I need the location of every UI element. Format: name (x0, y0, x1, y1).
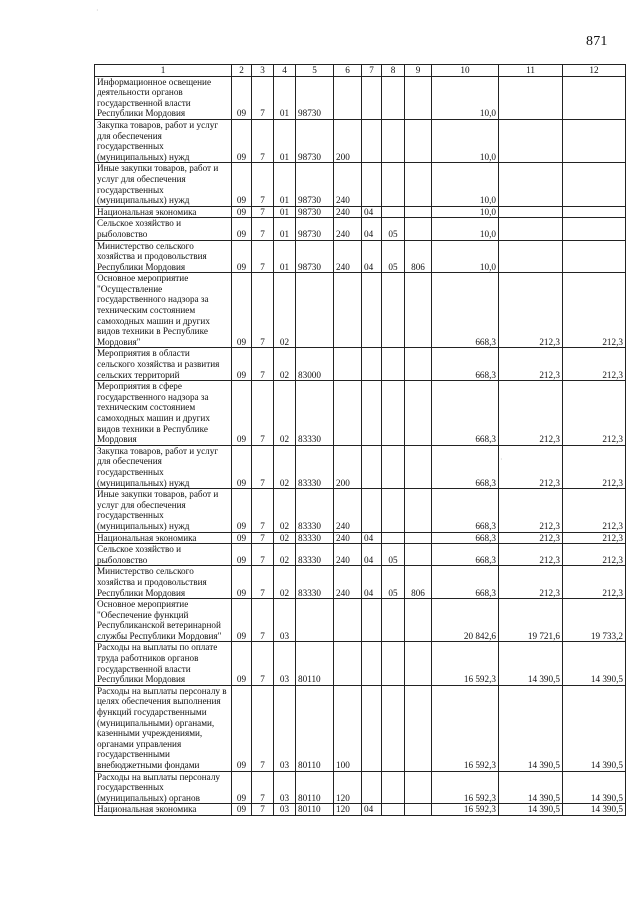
amount-cell: 668,3 (432, 489, 499, 532)
code-cell: 240 (334, 206, 362, 218)
code-cell: 05 (382, 544, 405, 566)
code-cell: 01 (274, 206, 296, 218)
amount-cell: 212,3 (563, 273, 626, 348)
code-cell: 83330 (296, 544, 334, 566)
code-cell: 01 (274, 119, 296, 162)
amount-cell: 16 592,3 (432, 804, 499, 816)
code-cell (405, 804, 432, 816)
code-cell: 7 (252, 771, 274, 804)
amount-cell: 212,3 (563, 532, 626, 544)
scan-speck: · (96, 6, 99, 15)
code-cell (362, 348, 382, 381)
code-cell (405, 381, 432, 446)
amount-cell (563, 163, 626, 206)
code-cell (382, 445, 405, 488)
code-cell (334, 76, 362, 119)
code-cell: 09 (232, 771, 252, 804)
code-cell (382, 599, 405, 642)
code-cell (382, 206, 405, 218)
item-name: Мероприятия в сфере государственного надзора за техническим состоянием самоходных машин и других видов техники в Республике Мордовия (95, 381, 232, 446)
column-header: 2 (232, 65, 252, 77)
amount-cell: 212,3 (563, 445, 626, 488)
column-header: 10 (432, 65, 499, 77)
code-cell (362, 642, 382, 685)
code-cell: 09 (232, 685, 252, 771)
amount-cell: 212,3 (563, 544, 626, 566)
code-cell: 98730 (296, 76, 334, 119)
amount-cell: 16 592,3 (432, 685, 499, 771)
code-cell: 98730 (296, 119, 334, 162)
column-header: 7 (362, 65, 382, 77)
amount-cell: 212,3 (499, 489, 563, 532)
amount-cell: 668,3 (432, 566, 499, 599)
code-cell: 7 (252, 381, 274, 446)
amount-cell: 14 390,5 (563, 804, 626, 816)
scan-speck: · (500, 455, 503, 464)
item-name: Национальная экономика (95, 804, 232, 816)
amount-cell (563, 218, 626, 240)
code-cell: 200 (334, 119, 362, 162)
table-row (95, 240, 626, 273)
item-name: Расходы на выплаты персоналу в целях обеспечения выполнения функций государственными (муниципальными) органами, казенными учреждениями, органами управления государственными внебюджетными фондами (95, 685, 232, 771)
code-cell (405, 163, 432, 206)
table-row (95, 218, 626, 240)
code-cell: 7 (252, 76, 274, 119)
code-cell (334, 642, 362, 685)
code-cell (405, 771, 432, 804)
code-cell: 04 (362, 804, 382, 816)
code-cell: 806 (405, 240, 432, 273)
column-header-row (95, 65, 626, 77)
code-cell (405, 544, 432, 566)
code-cell: 09 (232, 273, 252, 348)
code-cell (362, 273, 382, 348)
amount-cell: 668,3 (432, 273, 499, 348)
amount-cell (499, 119, 563, 162)
code-cell: 120 (334, 771, 362, 804)
code-cell: 09 (232, 381, 252, 446)
code-cell (362, 445, 382, 488)
item-name: Закупка товаров, работ и услуг для обеспечения государственных (муниципальных) нужд (95, 445, 232, 488)
code-cell (382, 76, 405, 119)
table-row (95, 532, 626, 544)
code-cell: 01 (274, 240, 296, 273)
item-name: Расходы на выплаты по оплате труда работников органов государственной власти Республики Мордовия (95, 642, 232, 685)
code-cell: 02 (274, 544, 296, 566)
code-cell: 09 (232, 599, 252, 642)
code-cell (362, 599, 382, 642)
code-cell: 09 (232, 163, 252, 206)
code-cell: 7 (252, 273, 274, 348)
code-cell (382, 273, 405, 348)
code-cell: 02 (274, 273, 296, 348)
amount-cell: 14 390,5 (563, 642, 626, 685)
code-cell (405, 532, 432, 544)
amount-cell (499, 240, 563, 273)
code-cell: 806 (405, 566, 432, 599)
code-cell (405, 489, 432, 532)
code-cell: 80110 (296, 642, 334, 685)
code-cell (405, 206, 432, 218)
table-row (95, 599, 626, 642)
code-cell: 02 (274, 381, 296, 446)
table-row (95, 163, 626, 206)
column-header: 11 (499, 65, 563, 77)
code-cell: 7 (252, 163, 274, 206)
amount-cell: 10,0 (432, 163, 499, 206)
amount-cell (499, 218, 563, 240)
item-name: Иные закупки товаров, работ и услуг для обеспечения государственных (муниципальных) нужд (95, 163, 232, 206)
table-row (95, 771, 626, 804)
item-name: Министерство сельского хозяйства и продовольствия Республики Мордовия (95, 240, 232, 273)
item-name: Основное мероприятие "Осуществление государственного надзора за техническим состоянием самоходных машин и других видов техники в Республике Мордовия" (95, 273, 232, 348)
code-cell: 7 (252, 532, 274, 544)
code-cell (296, 599, 334, 642)
column-header: 8 (382, 65, 405, 77)
code-cell: 02 (274, 489, 296, 532)
code-cell: 03 (274, 771, 296, 804)
item-name: Национальная экономика (95, 532, 232, 544)
code-cell: 02 (274, 566, 296, 599)
code-cell: 98730 (296, 240, 334, 273)
item-name: Министерство сельского хозяйства и продовольствия Республики Мордовия (95, 566, 232, 599)
code-cell: 01 (274, 76, 296, 119)
item-name: Сельское хозяйство и рыболовство (95, 218, 232, 240)
amount-cell: 212,3 (563, 348, 626, 381)
table-row (95, 119, 626, 162)
amount-cell: 10,0 (432, 240, 499, 273)
code-cell: 240 (334, 163, 362, 206)
amount-cell: 668,3 (432, 381, 499, 446)
code-cell: 04 (362, 218, 382, 240)
amount-cell: 212,3 (563, 566, 626, 599)
table-row (95, 76, 626, 119)
code-cell (362, 771, 382, 804)
item-name: Национальная экономика (95, 206, 232, 218)
code-cell: 7 (252, 685, 274, 771)
code-cell (362, 76, 382, 119)
code-cell: 7 (252, 489, 274, 532)
item-name: Мероприятия в области сельского хозяйства и развития сельских территорий (95, 348, 232, 381)
amount-cell: 212,3 (563, 381, 626, 446)
page-number: 871 (586, 34, 608, 49)
code-cell: 7 (252, 119, 274, 162)
code-cell: 80110 (296, 804, 334, 816)
amount-cell: 14 390,5 (563, 771, 626, 804)
code-cell: 09 (232, 76, 252, 119)
code-cell: 03 (274, 685, 296, 771)
column-header: 12 (563, 65, 626, 77)
code-cell: 09 (232, 348, 252, 381)
code-cell: 09 (232, 804, 252, 816)
code-cell (334, 599, 362, 642)
item-name: Основное мероприятие "Обеспечение функций Республиканской ветеринарной службы Республики Мордовия" (95, 599, 232, 642)
amount-cell: 10,0 (432, 218, 499, 240)
amount-cell: 10,0 (432, 76, 499, 119)
code-cell: 09 (232, 566, 252, 599)
amount-cell: 16 592,3 (432, 642, 499, 685)
amount-cell: 668,3 (432, 348, 499, 381)
table-row (95, 206, 626, 218)
table-row (95, 381, 626, 446)
code-cell (405, 76, 432, 119)
code-cell: 7 (252, 218, 274, 240)
amount-cell (499, 206, 563, 218)
code-cell: 83330 (296, 445, 334, 488)
column-header: 9 (405, 65, 432, 77)
amount-cell (563, 206, 626, 218)
column-header: 4 (274, 65, 296, 77)
code-cell (405, 218, 432, 240)
amount-cell (563, 240, 626, 273)
code-cell: 7 (252, 566, 274, 599)
code-cell (382, 348, 405, 381)
code-cell: 04 (362, 566, 382, 599)
table-row (95, 804, 626, 816)
code-cell (382, 119, 405, 162)
item-name: Иные закупки товаров, работ и услуг для обеспечения государственных (муниципальных) нужд (95, 489, 232, 532)
amount-cell: 19 733,2 (563, 599, 626, 642)
code-cell: 09 (232, 489, 252, 532)
code-cell: 7 (252, 240, 274, 273)
table-row (95, 273, 626, 348)
code-cell (382, 532, 405, 544)
code-cell: 83000 (296, 348, 334, 381)
code-cell (296, 273, 334, 348)
code-cell (334, 381, 362, 446)
code-cell (382, 685, 405, 771)
table-row (95, 544, 626, 566)
code-cell: 98730 (296, 206, 334, 218)
amount-cell: 668,3 (432, 544, 499, 566)
amount-cell: 668,3 (432, 532, 499, 544)
code-cell: 7 (252, 544, 274, 566)
code-cell (405, 348, 432, 381)
column-header: 6 (334, 65, 362, 77)
item-name: Сельское хозяйство и рыболовство (95, 544, 232, 566)
code-cell: 83330 (296, 489, 334, 532)
code-cell: 120 (334, 804, 362, 816)
amount-cell: 212,3 (499, 381, 563, 446)
code-cell: 05 (382, 218, 405, 240)
amount-cell: 10,0 (432, 119, 499, 162)
code-cell (405, 685, 432, 771)
amount-cell: 212,3 (499, 544, 563, 566)
code-cell: 240 (334, 532, 362, 544)
amount-cell (499, 163, 563, 206)
column-header: 1 (95, 65, 232, 77)
code-cell (382, 163, 405, 206)
code-cell: 240 (334, 489, 362, 532)
amount-cell: 16 592,3 (432, 771, 499, 804)
code-cell: 09 (232, 642, 252, 685)
code-cell (405, 642, 432, 685)
code-cell (362, 163, 382, 206)
code-cell (362, 685, 382, 771)
table-row (95, 642, 626, 685)
amount-cell: 14 390,5 (499, 685, 563, 771)
table-row (95, 489, 626, 532)
code-cell: 03 (274, 599, 296, 642)
amount-cell: 212,3 (499, 532, 563, 544)
amount-cell: 14 390,5 (563, 685, 626, 771)
code-cell (362, 489, 382, 532)
code-cell: 02 (274, 532, 296, 544)
amount-cell: 20 842,6 (432, 599, 499, 642)
code-cell: 04 (362, 240, 382, 273)
code-cell: 80110 (296, 685, 334, 771)
code-cell: 83330 (296, 532, 334, 544)
amount-cell: 14 390,5 (499, 771, 563, 804)
code-cell: 7 (252, 445, 274, 488)
code-cell: 7 (252, 348, 274, 381)
code-cell (382, 642, 405, 685)
code-cell: 7 (252, 206, 274, 218)
code-cell: 240 (334, 218, 362, 240)
code-cell: 02 (274, 445, 296, 488)
code-cell (334, 273, 362, 348)
code-cell: 03 (274, 642, 296, 685)
code-cell (382, 804, 405, 816)
budget-table (94, 64, 626, 816)
code-cell: 7 (252, 642, 274, 685)
code-cell: 05 (382, 566, 405, 599)
code-cell (382, 771, 405, 804)
table-body (95, 76, 626, 815)
column-header: 3 (252, 65, 274, 77)
item-name: Информационное освещение деятельности органов государственной власти Республики Мордовия (95, 76, 232, 119)
column-header: 5 (296, 65, 334, 77)
code-cell (382, 381, 405, 446)
amount-cell: 212,3 (499, 566, 563, 599)
code-cell: 05 (382, 240, 405, 273)
amount-cell: 14 390,5 (499, 642, 563, 685)
code-cell: 240 (334, 566, 362, 599)
code-cell: 04 (362, 206, 382, 218)
item-name: Закупка товаров, работ и услуг для обеспечения государственных (муниципальных) нужд (95, 119, 232, 162)
code-cell: 80110 (296, 771, 334, 804)
code-cell: 09 (232, 240, 252, 273)
code-cell: 04 (362, 544, 382, 566)
code-cell: 09 (232, 544, 252, 566)
table-row (95, 445, 626, 488)
code-cell: 09 (232, 218, 252, 240)
table-row (95, 348, 626, 381)
code-cell: 04 (362, 532, 382, 544)
amount-cell (499, 76, 563, 119)
code-cell: 100 (334, 685, 362, 771)
table-row (95, 566, 626, 599)
code-cell: 83330 (296, 566, 334, 599)
amount-cell (563, 76, 626, 119)
amount-cell: 14 390,5 (499, 804, 563, 816)
code-cell (362, 119, 382, 162)
amount-cell: 10,0 (432, 206, 499, 218)
code-cell (405, 273, 432, 348)
code-cell: 7 (252, 804, 274, 816)
table-row (95, 685, 626, 771)
code-cell: 240 (334, 240, 362, 273)
code-cell: 98730 (296, 218, 334, 240)
amount-cell (563, 119, 626, 162)
amount-cell: 212,3 (563, 489, 626, 532)
code-cell: 09 (232, 532, 252, 544)
code-cell: 09 (232, 206, 252, 218)
code-cell (334, 348, 362, 381)
code-cell: 240 (334, 544, 362, 566)
code-cell: 03 (274, 804, 296, 816)
code-cell (405, 119, 432, 162)
code-cell (362, 381, 382, 446)
code-cell: 01 (274, 218, 296, 240)
code-cell: 09 (232, 445, 252, 488)
code-cell: 98730 (296, 163, 334, 206)
code-cell: 01 (274, 163, 296, 206)
code-cell: 200 (334, 445, 362, 488)
code-cell (382, 489, 405, 532)
amount-cell: 668,3 (432, 445, 499, 488)
code-cell (405, 599, 432, 642)
code-cell: 09 (232, 119, 252, 162)
code-cell: 83330 (296, 381, 334, 446)
item-name: Расходы на выплаты персоналу государственных (муниципальных) органов (95, 771, 232, 804)
code-cell: 02 (274, 348, 296, 381)
amount-cell: 212,3 (499, 445, 563, 488)
amount-cell: 212,3 (499, 273, 563, 348)
amount-cell: 212,3 (499, 348, 563, 381)
amount-cell: 19 721,6 (499, 599, 563, 642)
code-cell: 7 (252, 599, 274, 642)
code-cell (405, 445, 432, 488)
